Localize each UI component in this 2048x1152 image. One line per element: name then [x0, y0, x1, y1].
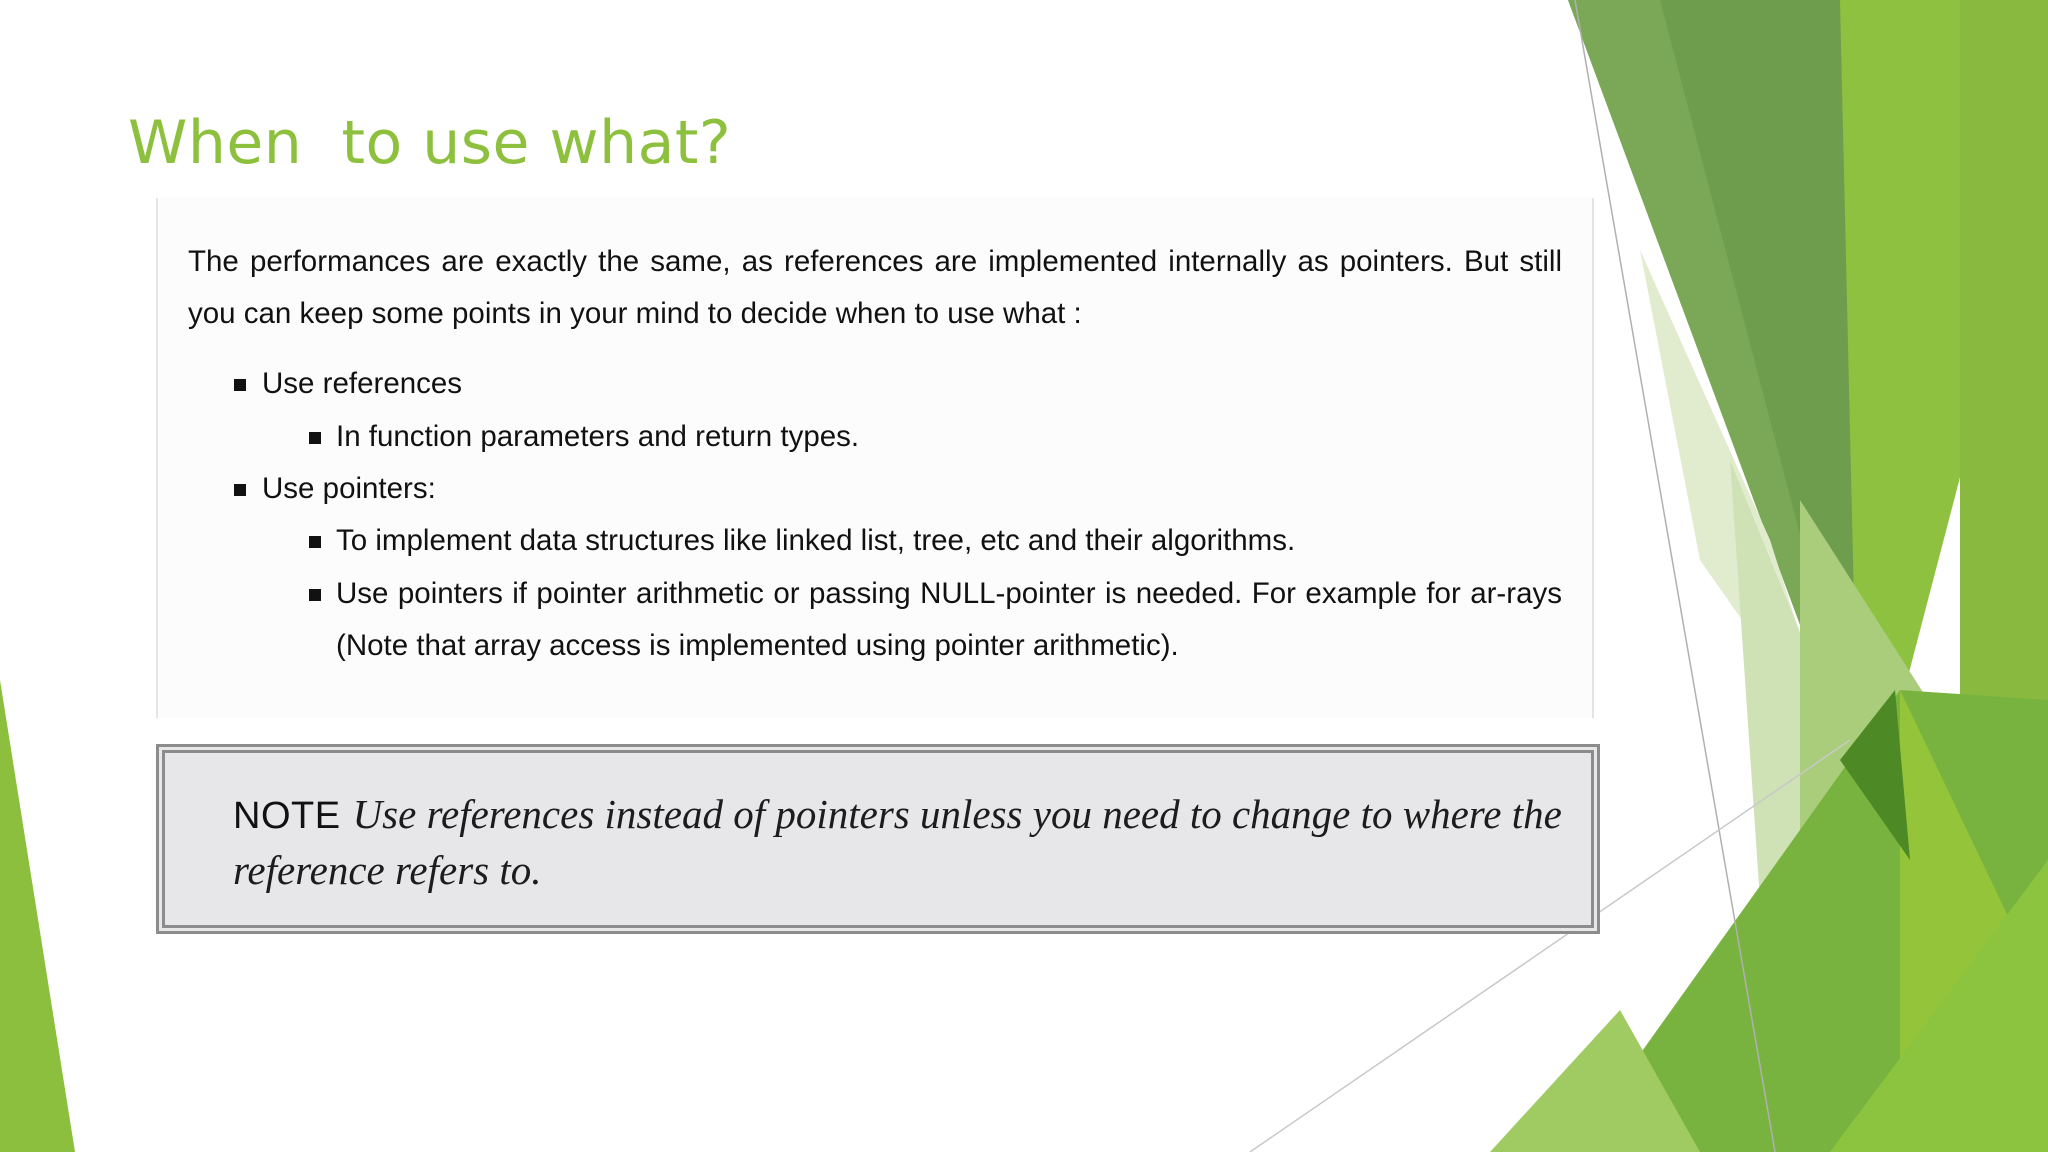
- note-text: Use references instead of pointers unless you need to change to where the reference refers to.: [233, 791, 1562, 893]
- bullet-text: Use pointers if pointer arithmetic or passing NULL-pointer is needed. For example for ar-rays (Note that array access is implemented using pointer arithmetic).: [336, 577, 1562, 662]
- bullet-text: In function parameters and return types.: [336, 420, 860, 453]
- bullet-text: Use pointers:: [262, 472, 436, 505]
- intro-paragraph: The performances are exactly the same, as references are implemented internally as pointers. But still you can keep some points in your mind to decide when to use what :: [188, 245, 1562, 330]
- square-bullet-icon: [309, 536, 321, 548]
- content-panel: [156, 198, 1594, 718]
- note-label: NOTE: [233, 795, 341, 837]
- square-bullet-icon: [309, 432, 321, 444]
- bullet-data-structures: [336, 515, 1562, 567]
- bullet-function-parameters: [336, 411, 1562, 463]
- note-paragraph: [233, 787, 1573, 897]
- square-bullet-icon: [234, 484, 246, 496]
- bullet-use-references: [262, 358, 1562, 410]
- slide-title: When to use what?: [128, 108, 732, 178]
- note-box: [156, 744, 1600, 934]
- square-bullet-icon: [309, 589, 321, 601]
- bullet-use-pointers: [262, 463, 1562, 515]
- bullet-text: To implement data structures like linked list, tree, etc and their algorithms.: [336, 524, 1296, 557]
- square-bullet-icon: [234, 379, 246, 391]
- bullet-pointer-arithmetic: [336, 568, 1562, 672]
- bullet-text: Use references: [262, 367, 463, 400]
